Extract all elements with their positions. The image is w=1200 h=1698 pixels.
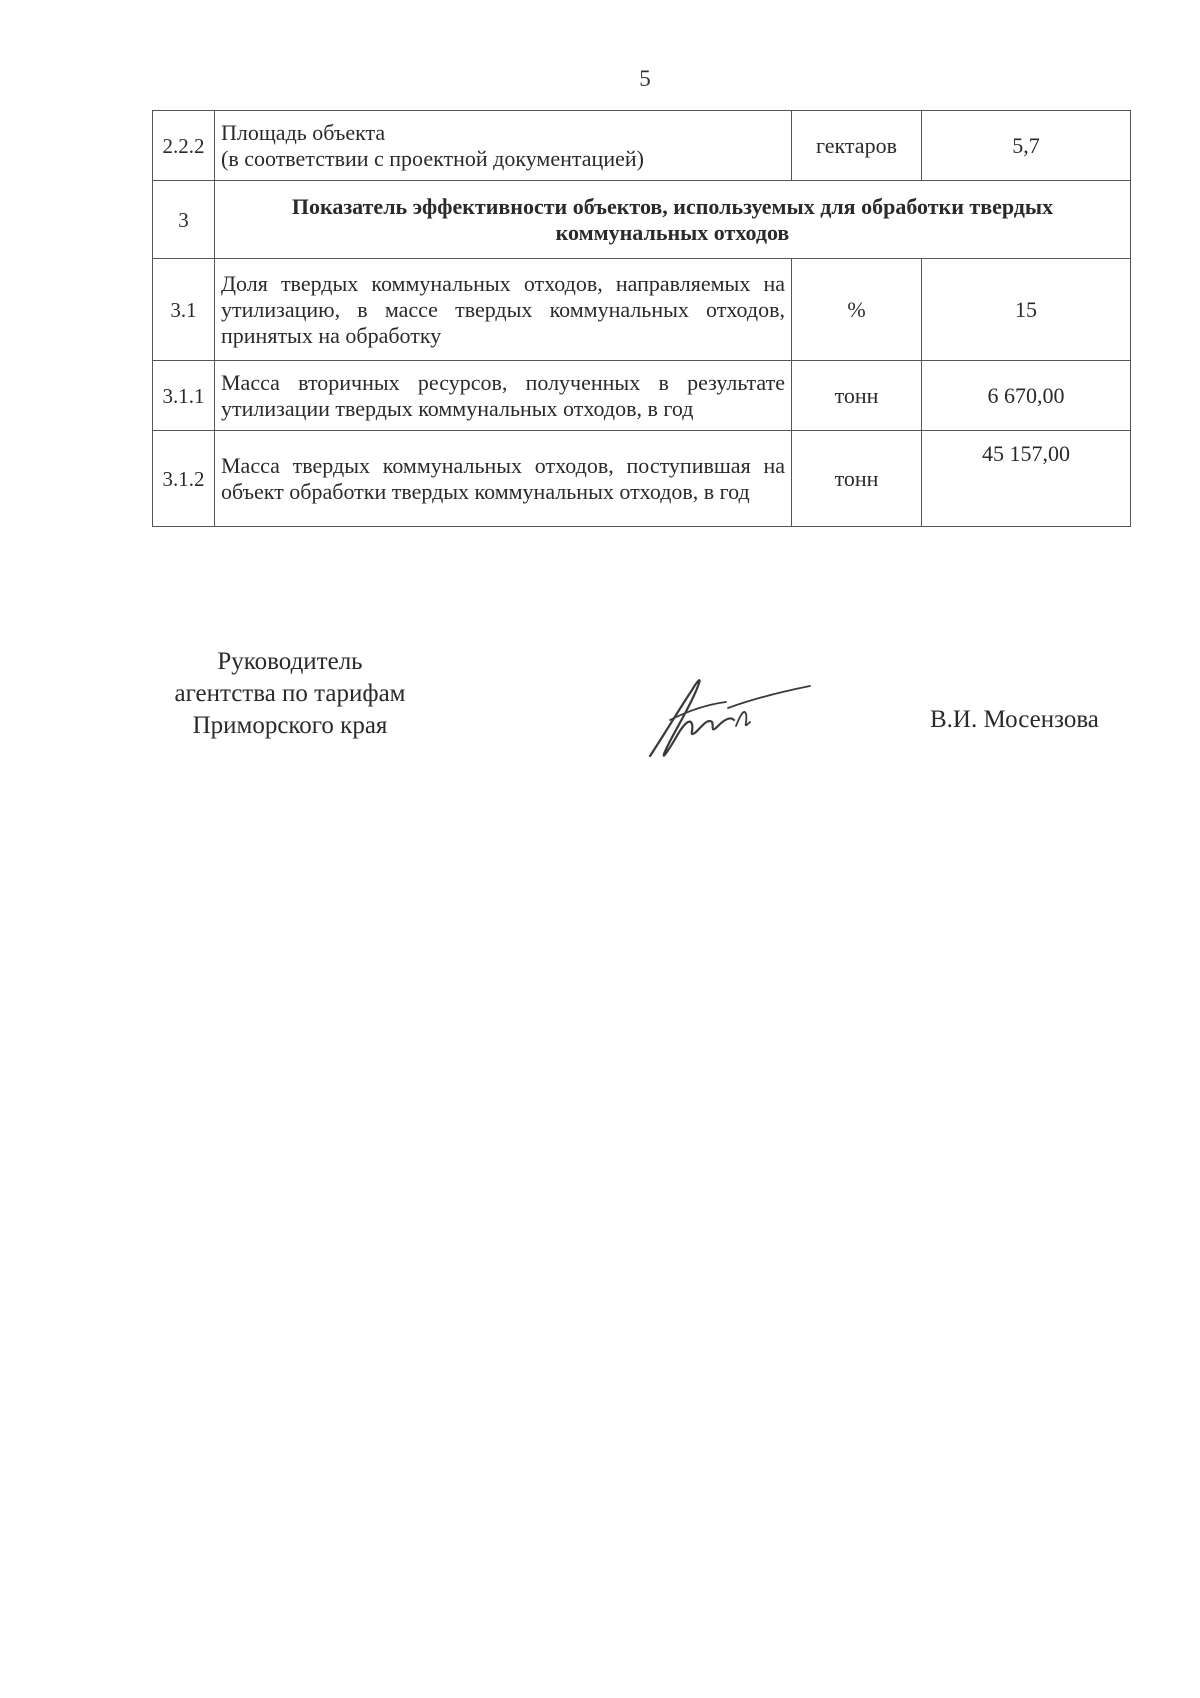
row-number: 3.1 — [153, 259, 215, 361]
indicator-name — [215, 111, 792, 181]
signatory-position-line: Приморского края — [192, 712, 388, 739]
signatory-position — [150, 646, 430, 742]
unit-cell: гектаров — [792, 111, 922, 181]
table-row — [153, 259, 1131, 361]
indicator-name: Масса твердых коммунальных отходов, поступившая на объект обработки твердых коммунальных отходов, в год — [215, 431, 792, 527]
signatory-position-line: агентства по тарифам — [174, 680, 406, 707]
indicators-table — [152, 110, 1131, 527]
unit-cell: тонн — [792, 361, 922, 431]
signatory-position-line: Руководитель — [217, 648, 363, 675]
value-cell: 5,7 — [922, 111, 1131, 181]
indicator-name-line: (в соответствии с проектной документацией) — [221, 145, 644, 171]
indicator-name-line: Площадь объекта — [221, 119, 386, 145]
page-number: 5 — [639, 66, 651, 91]
value-cell: 6 670,00 — [922, 361, 1131, 431]
table-row — [153, 361, 1131, 431]
indicator-name: Доля твердых коммунальных отходов, направляемых на утилизацию, в массе твердых коммунальных отходов, принятых на обработку — [215, 259, 792, 361]
unit-cell: тонн — [792, 431, 922, 527]
handwritten-signature — [640, 668, 820, 768]
value-cell: 15 — [922, 259, 1131, 361]
table-row — [153, 431, 1131, 527]
table-row — [153, 111, 1131, 181]
table-row-section — [153, 181, 1131, 259]
value-cell: 45 157,00 — [922, 431, 1131, 527]
row-number: 3.1.2 — [153, 431, 215, 527]
indicator-name: Масса вторичных ресурсов, полученных в результате утилизации твердых коммунальных отходов, в год — [215, 361, 792, 431]
row-number: 3.1.1 — [153, 361, 215, 431]
signatory-name: В.И. Мосензова — [930, 706, 1099, 733]
section-title: Показатель эффективности объектов, используемых для обработки твердых коммунальных отходов — [215, 181, 1131, 259]
unit-cell: % — [792, 259, 922, 361]
row-number: 3 — [153, 181, 215, 259]
row-number: 2.2.2 — [153, 111, 215, 181]
